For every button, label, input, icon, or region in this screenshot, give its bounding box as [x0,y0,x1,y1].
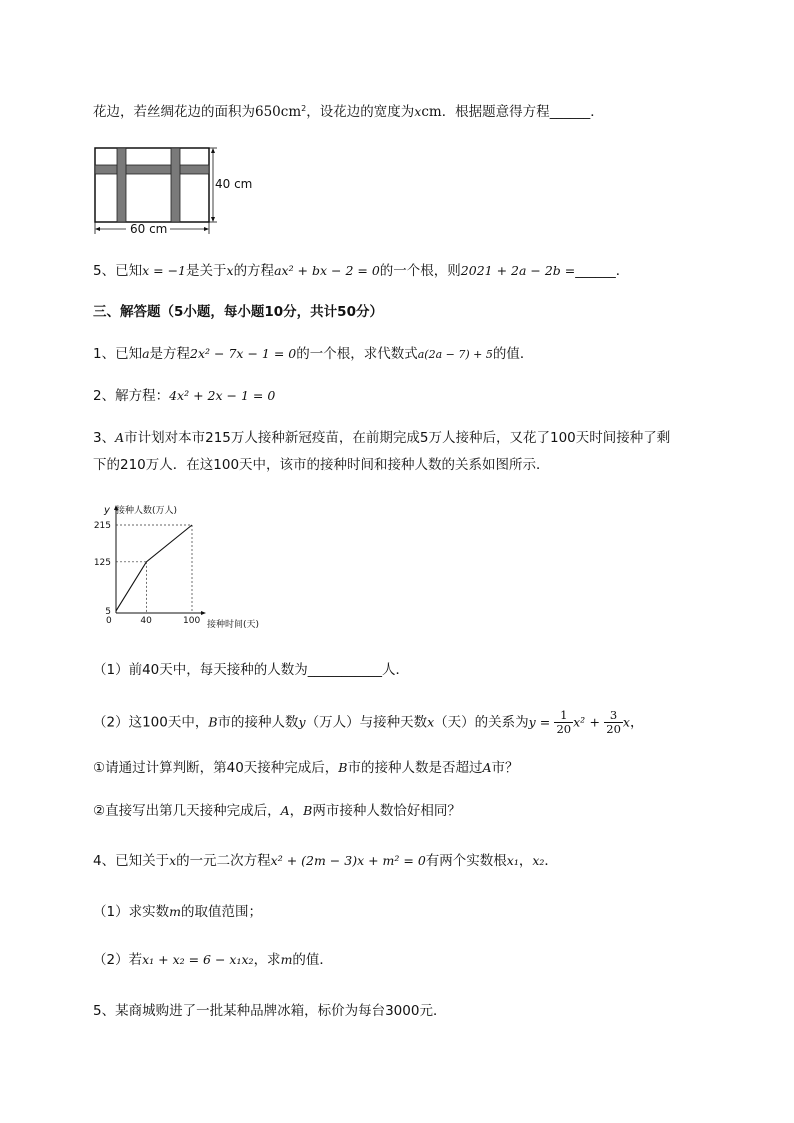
problem-3-line-1: 3、A市计划对本市215万人接种新冠疫苗，在前期完成5万人接种后，又花了100天时间接种了剩 [93,430,671,446]
y-tick-label-5: 5 [105,606,111,617]
vertical-border-left [117,148,126,222]
problem-3-part-1: （1）前40天中，每天接种的人数为___________人． [93,662,410,678]
x-tick-label-40: 40 [140,616,152,626]
series-line [116,525,192,611]
fill-question-5: 5、已知x = −1是关于x的方程ax² + bx − 2 = 0的一个根，则2021 + 2a − 2b =______． [93,263,630,279]
fraction-1-20: $\frac{1}{20}$ [556,708,572,736]
problem-3-line-2: 下的210万人．在这100天中，该市的接种时间和接种人数的关系如图所示． [93,457,550,473]
problem-2: 2、解方程：4x² + 2x − 1 = 0 [93,388,276,404]
problem-4-part-1: （1）求实数m的取值范围； [93,904,262,920]
y-tick-label-215: 215 [93,521,111,531]
vertical-border-right [171,148,180,222]
height-label: 40 cm [215,177,253,191]
x-tick-label-100: 100 [183,616,201,626]
problem-3-question-1: ①请通过计算判断，第40天接种完成后，B市的接种人数是否超过A市？ [93,760,519,776]
section-heading: 三、解答题（5小题，每小题10分，共计50分） [93,304,383,320]
x-axis-label: 接种时间(天) [207,620,260,630]
y-tick-label-125: 125 [93,557,111,568]
problem-3-part-2: （2）这100天中，B市的接种人数y（万人）与接种天数x（天）的关系为y = $\frac{1}{20}$ x² + $\frac{3}{20}$ x， [93,708,644,736]
problem-4: 4、已知关于x的一元二次方程x² + (2m − 3)x + m² = 0有两个实数根x₁，x₂． [93,853,558,869]
y-axis-symbol: y [104,505,110,516]
vaccination-line-chart [88,498,268,633]
problem-5: 5、某商城购进了一批某种品牌冰箱，标价为每台3000元． [93,1003,447,1019]
width-label: 60 cm [130,222,168,236]
x-tick-label-0: 0 [106,616,112,626]
silk-border-figure [90,140,260,236]
cloth-outline [95,148,209,222]
problem-4-part-2: （2）若x₁ + x₂ = 6 − x₁x₂，求m的值． [93,952,333,968]
y-axis-label: 接种人数(万人) [116,506,178,516]
problem-3-question-2: ②直接写出第几天接种完成后，A，B两市接种人数恰好相同？ [93,803,461,819]
horizontal-border [95,165,209,174]
problem-1: 1、已知a是方程2x² − 7x − 1 = 0的一个根，求代数式a(2a − 7) + 5的值． [93,346,534,362]
fill-question-4-tail: 花边，若丝绸花边的面积为$650cm^2$，设花边的宽度为xcm．根据题意得方程______． [93,104,604,120]
fraction-3-20: $\frac{3}{20}$ [606,708,621,736]
